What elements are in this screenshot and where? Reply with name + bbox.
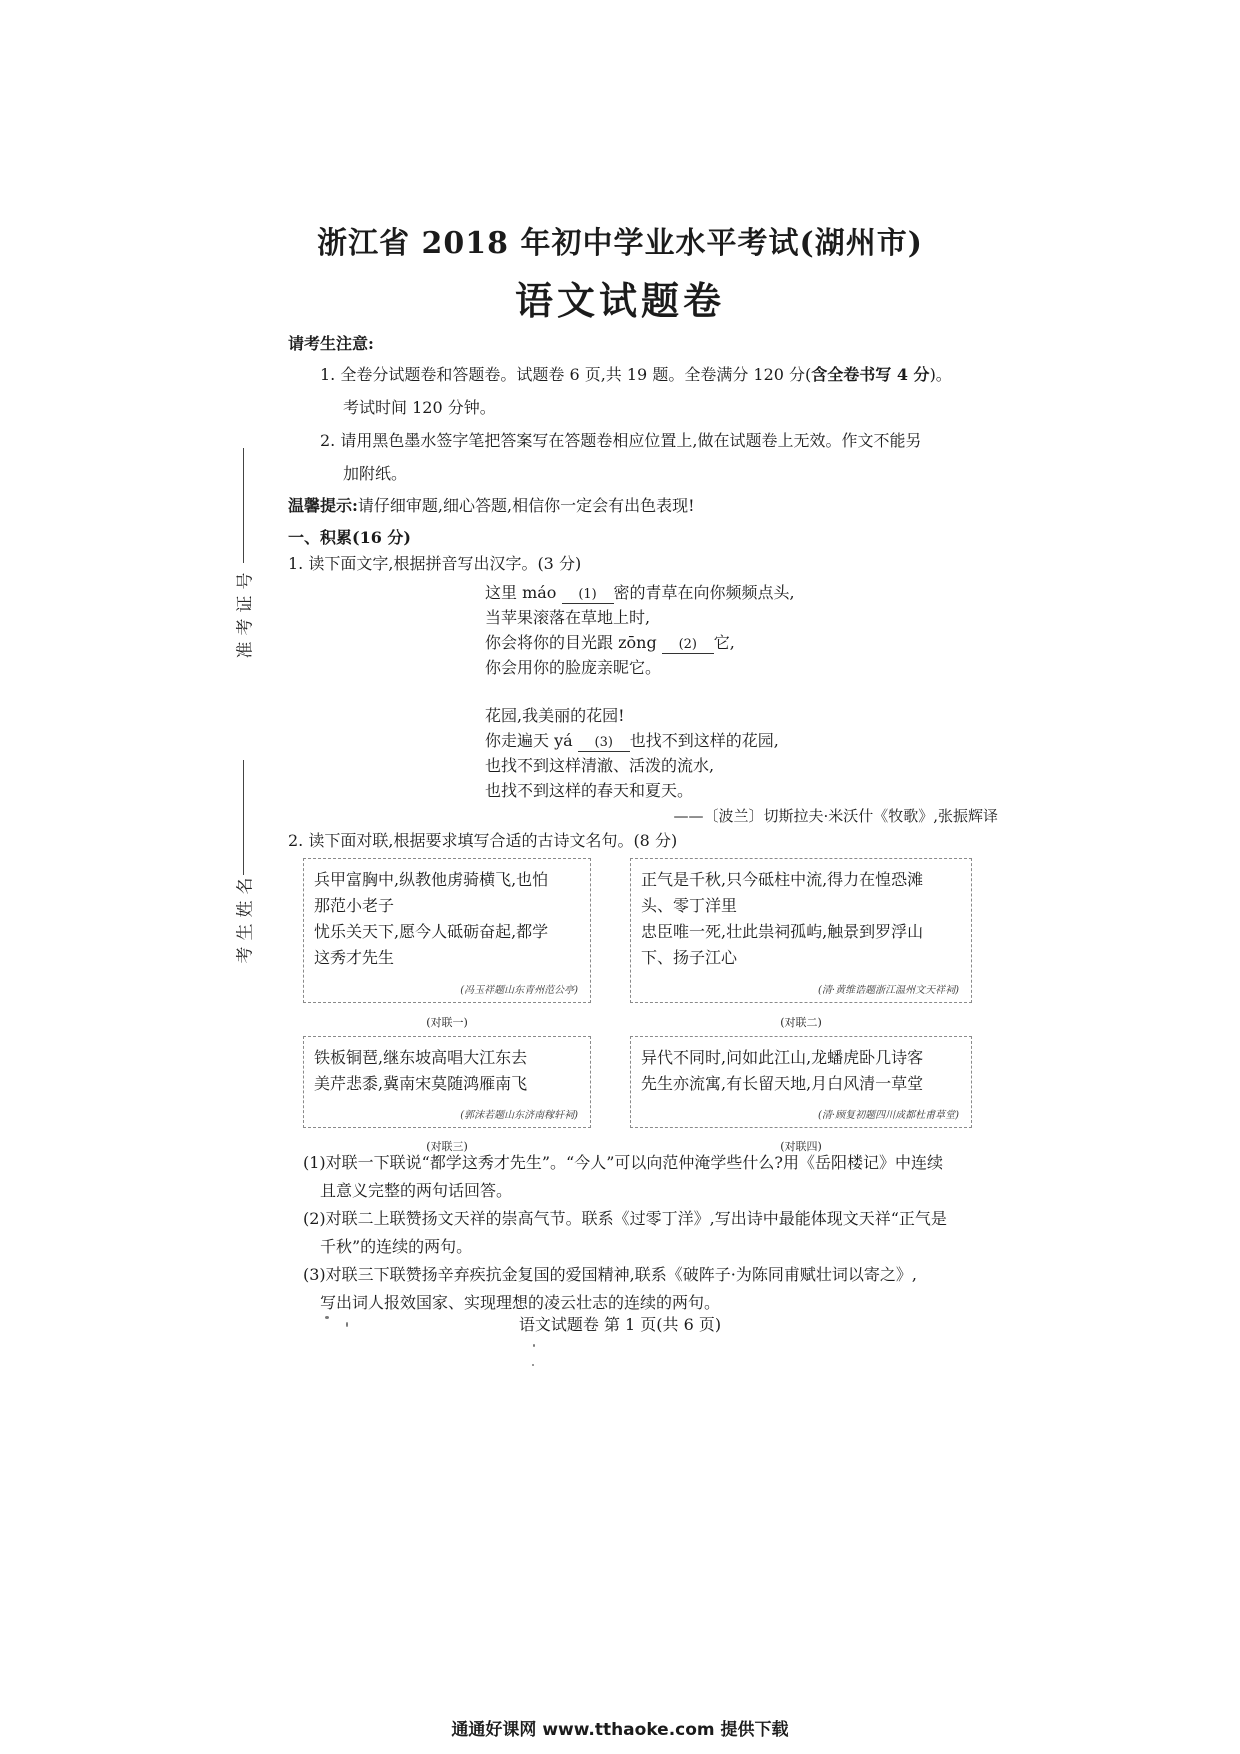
q2-sub-1: (1)对联一下联说“都学这秀才先生”。“今人”可以向范仲淹学些什么?用《岳阳楼记》中连续 (303, 1153, 943, 1172)
couplet-4-attribution: (清·顾复初题四川成都杜甫草堂) (818, 1110, 959, 1121)
couplet-1-box (303, 858, 591, 1003)
q2-sub-2: (2)对联二上联赞扬文天祥的崇高气节。联系《过零丁洋》,写出诗中最能体现文天祥“正气是 (303, 1209, 947, 1228)
tip-line (288, 495, 695, 517)
exam-subtitle: 语文试题卷 (514, 278, 725, 323)
q1-prompt: 1. 读下面文字,根据拼音写出汉字。(3 分) (288, 554, 582, 573)
blank-2: (2) (662, 637, 714, 654)
couplet-4-caption: (对联四) (780, 1140, 822, 1153)
tip-label: 温馨提示: (288, 496, 358, 515)
poem-line-6-pre: 你走遍天 yá (485, 731, 573, 750)
poem-line-1-pre: 这里 máo (485, 583, 557, 602)
q2-sub-3: (3)对联三下联赞扬辛弃疾抗金复国的爱国精神,联系《破阵子·为陈同甫赋壮词以寄之》, (303, 1265, 917, 1284)
poem-line-7: 也找不到这样清澈、活泼的流水, (485, 756, 715, 775)
page-footer: 语文试题卷 第 1 页(共 6 页) (518, 1315, 722, 1334)
name-label: 考生姓名 (235, 871, 256, 964)
couplet-3-attribution: (郭沫若题山东济南稼轩祠) (460, 1110, 578, 1121)
poem-line-1 (485, 582, 795, 604)
q2-sub-1-cont: 且意义完整的两句话回答。 (320, 1181, 513, 1200)
couplet-2-caption: (对联二) (780, 1016, 822, 1029)
couplet-4-line-1: 异代不同时,问如此江山,龙蟠虎卧几诗客 (641, 1048, 924, 1067)
scan-speck (325, 1316, 329, 1319)
poem-line-3-pre: 你会将你的目光跟 zōng (485, 633, 657, 652)
poem-line-2: 当苹果滚落在草地上时, (485, 608, 651, 627)
couplet-4-box (630, 1036, 972, 1128)
poem-line-3 (485, 632, 735, 654)
poem-source: ——〔波兰〕切斯拉夫·米沃什《牧歌》,张振辉译 (673, 807, 998, 825)
notice-item-1 (320, 364, 952, 386)
poem-line-6-post: 也找不到这样的花园, (629, 731, 779, 750)
couplet-1-line-4: 这秀才先生 (314, 948, 395, 967)
couplet-3-line-2: 美芹悲黍,冀南宋莫随鸿雁南飞 (314, 1074, 528, 1093)
notice-item-1-bold: 含全卷书写 4 分 (811, 365, 930, 384)
binding-line-top (243, 448, 244, 563)
couplet-2-line-4: 下、扬子江心 (641, 948, 738, 967)
download-source-footer: 通通好课网 www.tthaoke.com 提供下载 (451, 1720, 789, 1740)
blank-1: (1) (562, 587, 614, 604)
poem-line-1-post: 密的青草在向你频频点头, (613, 583, 795, 602)
couplet-2-line-3: 忠臣唯一死,壮此祟祠孤屿,触景到罗浮山 (641, 922, 924, 941)
exam-title: 浙江省 2018 年初中学业水平考试(湖州市) (317, 226, 923, 261)
scan-speck (532, 1364, 534, 1366)
notice-item-2: 2. 请用黑色墨水签字笔把答案写在答题卷相应位置上,做在试题卷上无效。作文不能另 (320, 431, 922, 450)
notice-item-1-text-a: 1. 全卷分试题卷和答题卷。试题卷 6 页,共 19 题。全卷满分 120 分( (320, 365, 812, 384)
notice-item-2-cont: 加附纸。 (343, 464, 408, 483)
binding-line-middle (243, 760, 244, 875)
q2-sub-2-cont: 千秋”的连续的两句。 (320, 1237, 473, 1256)
scan-speck (346, 1322, 348, 1327)
couplet-1-attribution: (冯玉祥题山东青州范公亭) (460, 985, 578, 996)
couplet-1-line-1: 兵甲富胸中,纵教他虏骑横飞,也怕 (314, 870, 549, 889)
poem-line-4: 你会用你的脸庞亲昵它。 (485, 658, 662, 677)
exam-id-label: 准考证号 (235, 566, 256, 659)
section-1-heading: 一、积累(16 分) (288, 528, 411, 547)
couplet-1-caption: (对联一) (426, 1016, 468, 1029)
couplet-2-line-2: 头、零丁洋里 (641, 896, 738, 915)
couplet-3-caption: (对联三) (426, 1140, 468, 1153)
q2-sub-3-cont: 写出词人报效国家、实现理想的凌云壮志的连续的两句。 (320, 1293, 721, 1312)
poem-line-5: 花园,我美丽的花园! (485, 706, 625, 725)
tip-text: 请仔细审题,细心答题,相信你一定会有出色表现! (357, 496, 695, 515)
couplet-2-line-1: 正气是千秋,只今砥柱中流,得力在惶恐滩 (641, 870, 924, 889)
couplet-2-attribution: (清·黄维诰题浙江温州文天祥祠) (818, 985, 959, 996)
poem-line-3-post: 它, (713, 633, 735, 652)
couplet-3-box (303, 1036, 591, 1128)
couplet-1-line-2: 那范小老子 (314, 896, 395, 915)
poem-line-8: 也找不到这样的春天和夏天。 (485, 781, 694, 800)
notice-heading: 请考生注意: (288, 334, 374, 353)
couplet-3-line-1: 铁板铜琶,继东坡高唱大江东去 (314, 1048, 528, 1067)
couplet-1-line-3: 忧乐关天下,愿今人砥砺奋起,都学 (314, 922, 549, 941)
scan-speck (533, 1344, 535, 1347)
notice-item-1-text-b: )。 (929, 365, 952, 384)
couplet-4-line-2: 先生亦流寓,有长留天地,月白风清一草堂 (641, 1074, 924, 1093)
couplet-2-box (630, 858, 972, 1003)
blank-3: (3) (578, 735, 630, 752)
poem-line-6 (485, 730, 779, 752)
notice-item-1-cont: 考试时间 120 分钟。 (343, 398, 496, 417)
q2-prompt: 2. 读下面对联,根据要求填写合适的古诗文名句。(8 分) (288, 831, 678, 850)
